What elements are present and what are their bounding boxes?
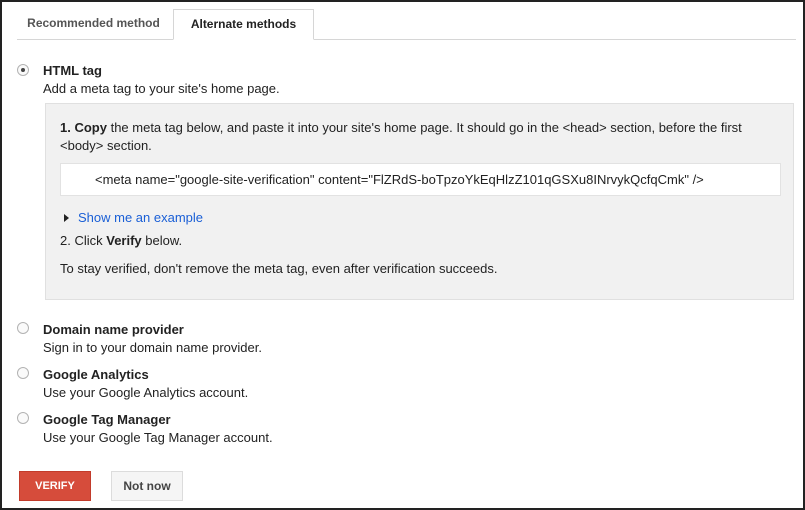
option-title-domain-name-provider: Domain name provider	[43, 322, 184, 337]
expand-triangle-icon	[64, 214, 69, 222]
step-1-instructions: the meta tag below, and paste it into your site's home page. It should go in the <head> section, before the first <body> section.	[60, 120, 742, 153]
option-desc-google-analytics: Use your Google Analytics account.	[43, 385, 249, 400]
option-title-html-tag: HTML tag	[43, 63, 102, 78]
not-now-button[interactable]: Not now	[111, 471, 183, 501]
stay-verified-note: To stay verified, don't remove the meta tag, even after verification succeeds.	[60, 261, 498, 276]
step-2-suffix: below.	[141, 233, 183, 248]
step-1-label: 1. Copy	[60, 120, 107, 135]
option-desc-google-tag-manager: Use your Google Tag Manager account.	[43, 430, 273, 445]
step-2-verify-word: Verify	[106, 233, 142, 248]
step-2-text	[60, 233, 182, 248]
html-tag-instructions-panel	[45, 103, 794, 300]
option-title-google-tag-manager: Google Tag Manager	[43, 412, 171, 427]
verify-button[interactable]: VERIFY	[19, 471, 91, 501]
show-example-link[interactable]	[64, 210, 203, 225]
radio-google-tag-manager[interactable]	[17, 412, 29, 424]
step-2-prefix: 2. Click	[60, 233, 107, 248]
method-tabs	[17, 9, 796, 40]
radio-html-tag[interactable]	[17, 64, 29, 76]
tab-alternate-methods[interactable]: Alternate methods	[173, 9, 314, 40]
tab-recommended-method[interactable]: Recommended method	[27, 16, 160, 30]
radio-google-analytics[interactable]	[17, 367, 29, 379]
show-example-label: Show me an example	[78, 210, 204, 225]
option-title-google-analytics: Google Analytics	[43, 367, 149, 382]
step-1-text	[60, 119, 780, 155]
radio-domain-name-provider[interactable]	[17, 322, 29, 334]
option-desc-domain-name-provider: Sign in to your domain name provider.	[43, 340, 262, 355]
meta-tag-code-box[interactable]: <meta name="google-site-verification" content="FlZRdS-boTpzoYkEqHlzZ101qGSXu8INrvykQcfqCmk" />	[60, 163, 781, 196]
option-desc-html-tag: Add a meta tag to your site's home page.	[43, 81, 280, 96]
